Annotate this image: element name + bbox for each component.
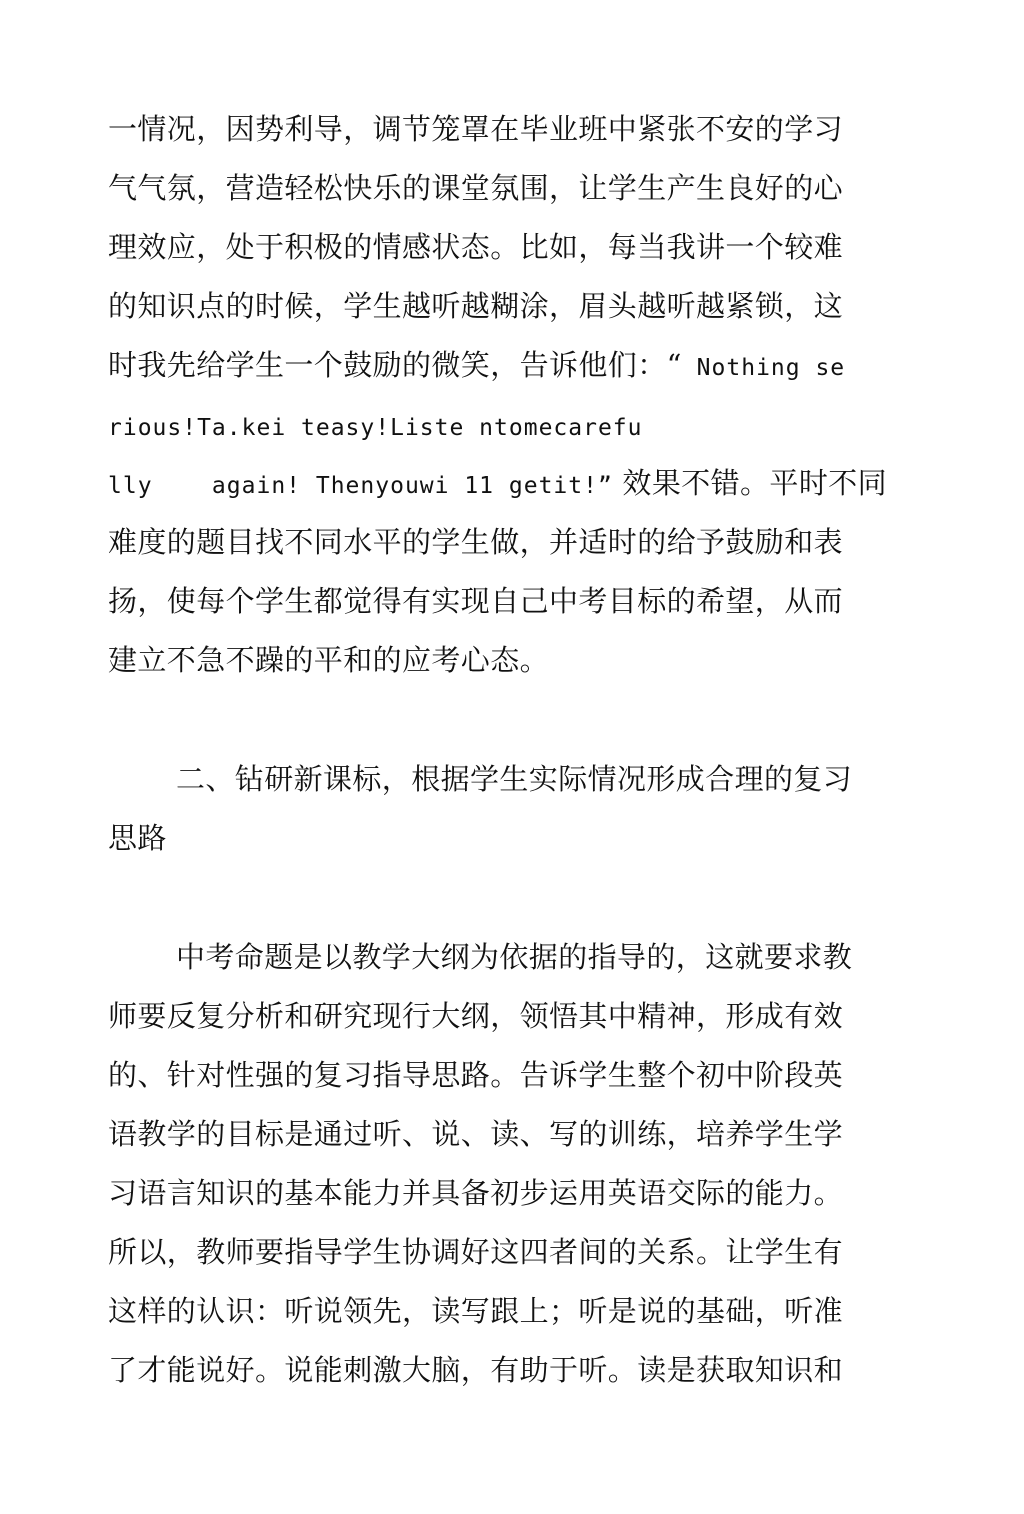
text-chinese: 时我先给学生一个鼓励的微笑，告诉他们：“: [108, 348, 682, 382]
text-line: [108, 345, 845, 388]
text-english: Nothing se: [681, 355, 846, 381]
text-line: 理效应，处于积极的情感状态。比如，每当我讲一个较难: [108, 230, 844, 264]
text-chinese: 效果不错。平时不同: [612, 466, 888, 500]
text-line: 一情况，因势利导，调节笼罩在毕业班中紧张不安的学习: [108, 112, 844, 146]
heading-line: 二、钻研新课标，根据学生实际情况形成合理的复习: [176, 762, 853, 796]
text-line: 建立不急不躁的平和的应考心态。: [108, 643, 550, 677]
text-line: 这样的认识：听说领先，读写跟上；听是说的基础，听准: [108, 1294, 844, 1328]
text-line: 的知识点的时候，学生越听越糊涂，眉头越听越紧锁，这: [108, 289, 844, 323]
text-english: lly again! Thenyouwi 11 getit!”: [108, 473, 613, 499]
text-line: 师要反复分析和研究现行大纲，领悟其中精神，形成有效: [108, 999, 844, 1033]
text-line: 扬，使每个学生都觉得有实现自己中考目标的希望，从而: [108, 584, 844, 618]
heading-line: 思路: [108, 821, 167, 855]
text-line: 中考命题是以教学大纲为依据的指导的，这就要求教: [176, 940, 853, 974]
text-line: 气气氛，营造轻松快乐的课堂氛围，让学生产生良好的心: [108, 171, 844, 205]
text-line: 所以，教师要指导学生协调好这四者间的关系。让学生有: [108, 1235, 844, 1269]
text-line: 的、针对性强的复习指导思路。告诉学生整个初中阶段英: [108, 1058, 844, 1092]
text-line-english: rious!Ta.kei teasy!Liste ntomecarefu: [108, 415, 643, 441]
text-line: 难度的题目找不同水平的学生做，并适时的给予鼓励和表: [108, 525, 844, 559]
text-line: [108, 463, 887, 506]
text-line: 了才能说好。说能刺激大脑，有助于听。读是获取知识和: [108, 1353, 844, 1387]
text-line: 语教学的目标是通过听、说、读、写的训练，培养学生学: [108, 1117, 844, 1151]
text-line: 习语言知识的基本能力并具备初步运用英语交际的能力。: [108, 1176, 844, 1210]
